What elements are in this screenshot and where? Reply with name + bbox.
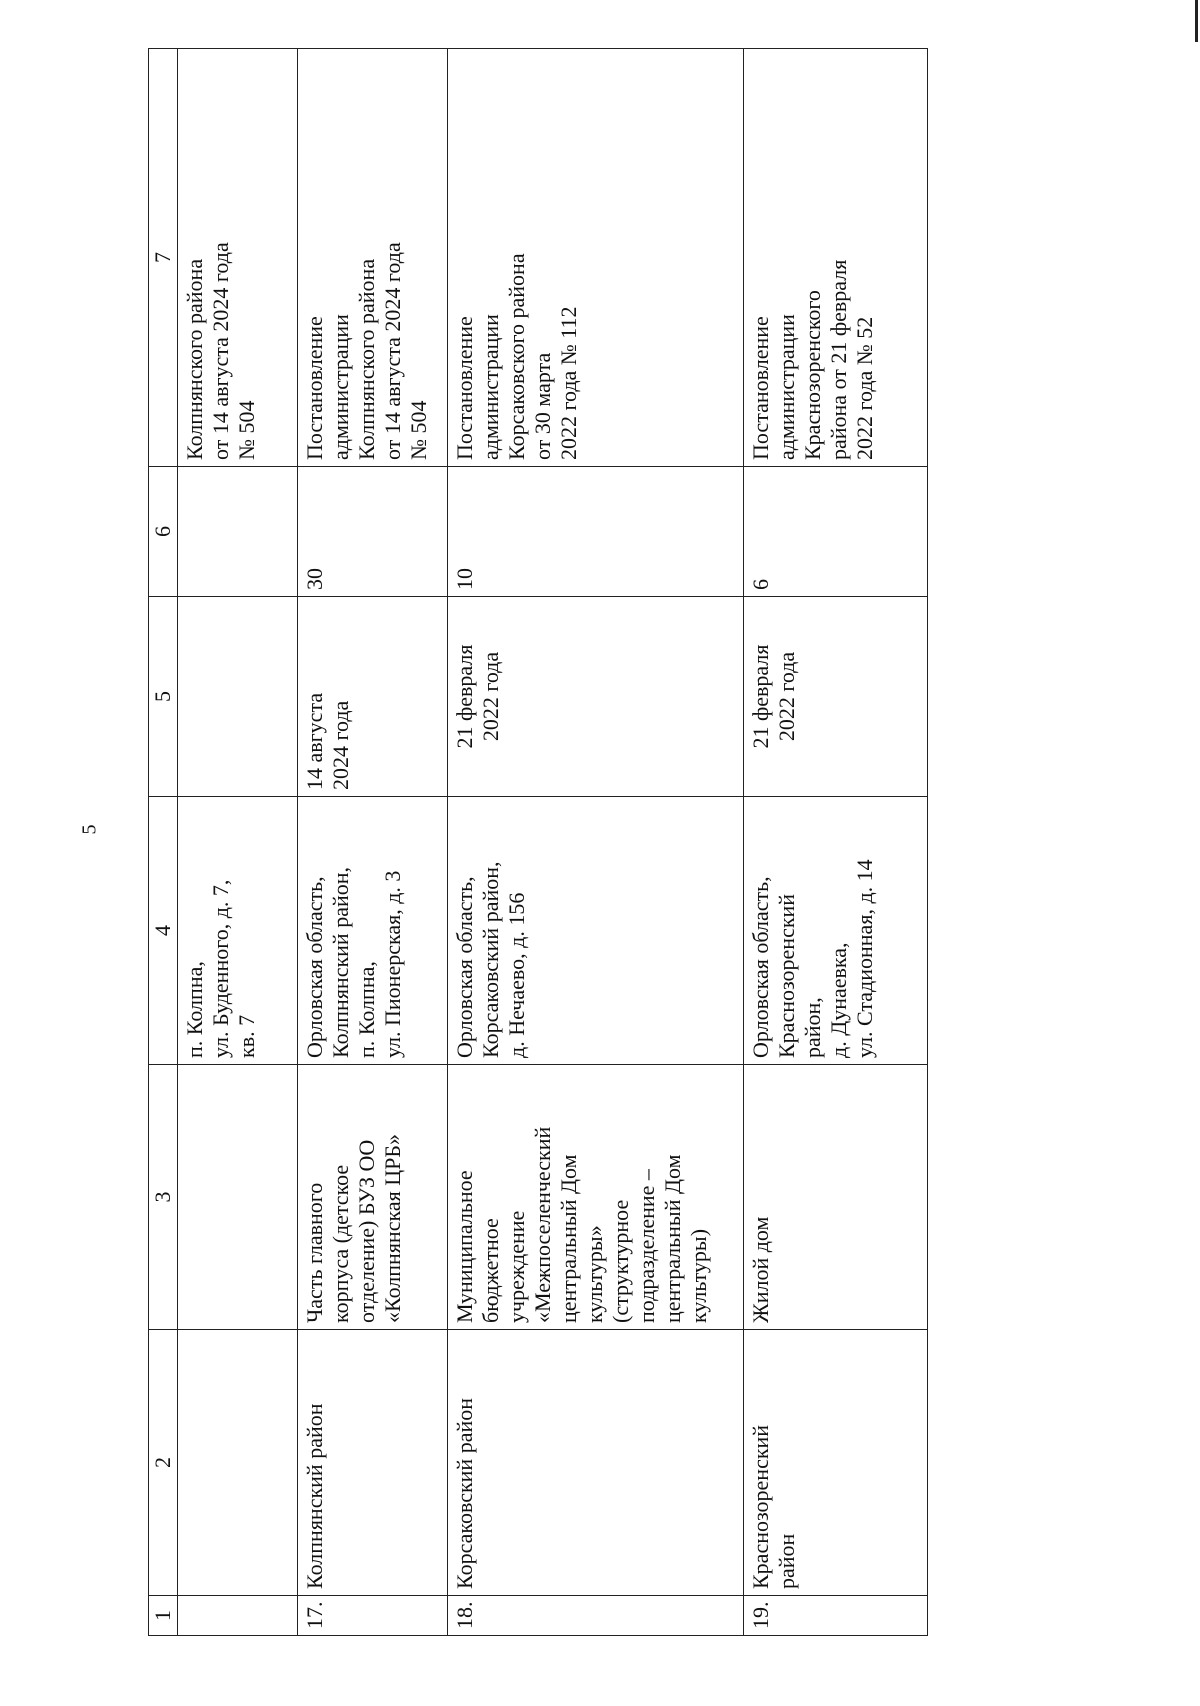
district-cell: Корсаковский район — [448, 1330, 744, 1596]
row-number: 17. — [298, 1596, 448, 1636]
row-number: 19. — [744, 1596, 928, 1636]
page-number: 5 — [78, 824, 101, 835]
date-cell: 21 февраля 2022 года — [448, 597, 744, 797]
table-row — [744, 49, 928, 1636]
address-cell: п. Колпна, ул. Буденного, д. 7, кв. 7 — [178, 797, 298, 1065]
document-cell: Колпнянского района от 14 августа 2024 года № 504 — [178, 49, 298, 467]
document-cell: Постановление администрации Колпнянского района от 14 августа 2024 года № 504 — [298, 49, 448, 467]
data-table — [148, 48, 928, 1636]
table-row — [298, 49, 448, 1636]
row-number — [178, 1596, 298, 1636]
quantity-cell: 10 — [448, 467, 744, 597]
district-cell — [178, 1330, 298, 1596]
edge-mark — [1195, 0, 1198, 42]
district-cell: Колпнянский район — [298, 1330, 448, 1596]
address-cell: Орловская область, Колпнянский район, п. Колпна, ул. Пионерская, д. 3 — [298, 797, 448, 1065]
header-row — [149, 49, 178, 1636]
district-cell: Краснозоренский район — [744, 1330, 928, 1596]
date-cell — [178, 597, 298, 797]
object-cell — [178, 1065, 298, 1330]
quantity-cell: 6 — [744, 467, 928, 597]
object-cell: Муниципальное бюджетное учреждение «Межпоселенческий центральный Дом культуры» (структурное подразделение – центральный Дом культуры) — [448, 1065, 744, 1330]
date-cell: 14 августа 2024 года — [298, 597, 448, 797]
col-header-1: 1 — [149, 1596, 178, 1636]
col-header-7: 7 — [149, 49, 178, 467]
col-header-5: 5 — [149, 597, 178, 797]
date-cell: 21 февраля 2022 года — [744, 597, 928, 797]
col-header-2: 2 — [149, 1330, 178, 1596]
address-cell: Орловская область, Краснозоренский район, д. Дунаевка, ул. Стадионная, д. 14 — [744, 797, 928, 1065]
col-header-6: 6 — [149, 467, 178, 597]
col-header-3: 3 — [149, 1065, 178, 1330]
row-number: 18. — [448, 1596, 744, 1636]
quantity-cell — [178, 467, 298, 597]
address-cell: Орловская область, Корсаковский район, д. Нечаево, д. 156 — [448, 797, 744, 1065]
quantity-cell: 30 — [298, 467, 448, 597]
object-cell: Жилой дом — [744, 1065, 928, 1330]
table-row — [178, 49, 298, 1636]
document-cell: Постановление администрации Корсаковского района от 30 марта 2022 года № 112 — [448, 49, 744, 467]
col-header-4: 4 — [149, 797, 178, 1065]
table-row — [448, 49, 744, 1636]
object-cell: Часть главного корпуса (детское отделение) БУЗ ОО «Колпнянская ЦРБ» — [298, 1065, 448, 1330]
document-cell: Постановление администрации Краснозоренского района от 21 февраля 2022 года № 52 — [744, 49, 928, 467]
rotated-table-wrapper — [148, 49, 928, 1636]
